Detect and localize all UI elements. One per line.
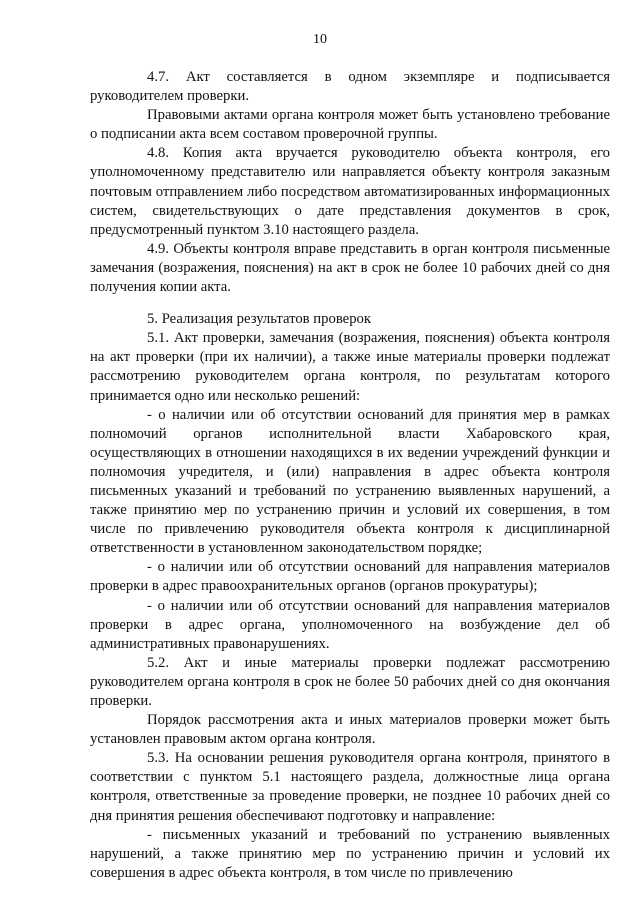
paragraph-4-7: 4.7. Акт составляется в одном экземпляре и подписывается руководителем проверки. xyxy=(90,69,610,105)
list-item-disciplinary: - о наличии или об отсутствии оснований для принятия мер в рамках полномочий органов исполнительной власти Хабаровского края, осуществляющих в отношении находящихся в их ведении учреждений функции и полномочия учредителя, и (или) направления в адрес объекта контроля письменных указаний и требований по устранению выявленных нарушений, а также принятию мер по устранению причин и условий их совершения, в том числе по привлечению руководителя объекта контроля к дисциплинарной ответственности в установленном законодательством порядке; xyxy=(90,406,610,557)
paragraph-5-1: 5.1. Акт проверки, замечания (возражения, пояснения) объекта контроля на акт проверки (при их наличии), а также иные материалы проверки подлежат рассмотрению руководителем органа контроля, по результатам которого принимается одно или несколько решений: xyxy=(90,330,610,404)
page-number: 10 xyxy=(313,32,327,47)
document-body xyxy=(90,68,610,883)
section-heading-5: 5. Реализация результатов проверок xyxy=(147,311,372,328)
paragraph-5-2-note: Порядок рассмотрения акта и иных материалов проверки может быть установлен правовым актом органа контроля. xyxy=(90,712,610,748)
paragraph-4-9: 4.9. Объекты контроля вправе представить в орган контроля письменные замечания (возражения, пояснения) на акт в срок не более 10 рабочих дней со дня получения копии акта. xyxy=(90,240,610,296)
list-item-law-enforcement: - о наличии или об отсутствии оснований для направления материалов проверки в адрес правоохранительных органов (органов прокуратуры); xyxy=(90,559,610,595)
paragraph-4-7-note: Правовыми актами органа контроля может быть установлено требование о подписании акта всем составом проверочной группы. xyxy=(90,107,610,143)
list-item-written-instructions: - письменных указаний и требований по устранению выявленных нарушений, а также принятию мер по устранению причин и условий их совершения в адрес объекта контроля, в том числе по привлечению xyxy=(90,826,610,881)
paragraph-5-2: 5.2. Акт и иные материалы проверки подлежат рассмотрению руководителем органа контроля в срок не более 50 рабочих дней со дня окончания проверки. xyxy=(90,654,610,709)
paragraph-5-3: 5.3. На основании решения руководителя органа контроля, принятого в соответствии с пунктом 5.1 настоящего раздела, должностные лица органа контроля, ответственные за проведение проверки, не позднее 10 рабочих дней со дня принятия решения обеспечивают подготовку и направление: xyxy=(90,750,610,824)
paragraph-4-8: 4.8. Копия акта вручается руководителю объекта контроля, его уполномоченному представителю или направляется объекту контроля заказным почтовым отправлением либо посредством автоматизированных информационных систем, свидетельствующих о дате представления документов в срок, предусмотренный пунктом 3.10 настоящего раздела. xyxy=(90,145,610,238)
list-item-administrative: - о наличии или об отсутствии оснований для направления материалов проверки в адрес органа, уполномоченного на возбуждение дел об административных правонарушениях. xyxy=(90,597,610,652)
